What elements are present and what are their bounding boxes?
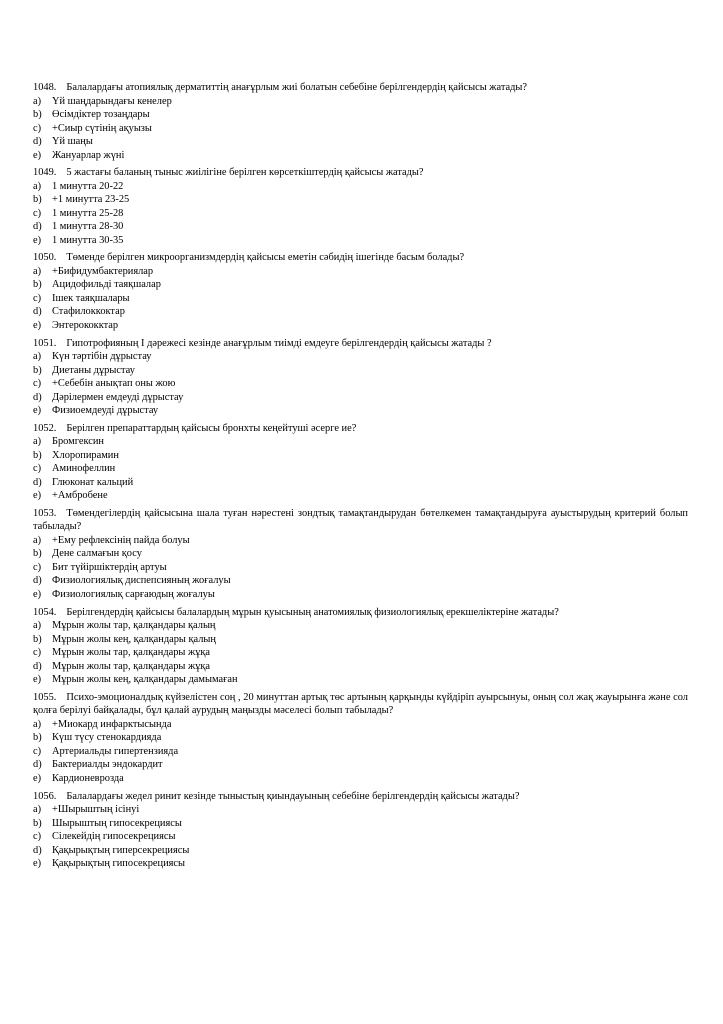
option-letter: c): [33, 207, 42, 219]
question-number: 1055.: [33, 691, 57, 703]
option-letter: c): [33, 292, 42, 304]
answer-option: [33, 305, 688, 319]
question-text: Балалардағы жедел ринит кезінде тыныстың қиындауының себебіне берілгендердің қайсысы жатады?: [66, 790, 520, 802]
answer-option: [33, 489, 688, 503]
option-letter: b): [33, 732, 42, 744]
question-stem: [33, 606, 688, 620]
option-text: Стафилоккоктар: [52, 306, 125, 318]
option-text: Артериальды гипертензияда: [52, 745, 179, 757]
question-stem: [33, 422, 688, 436]
answer-option: [33, 830, 688, 844]
answer-option: [33, 817, 688, 831]
option-text: Шырыштың гипосекрециясы: [52, 817, 182, 829]
option-text: Энтерококктар: [52, 319, 119, 331]
question-number: 1049.: [33, 167, 57, 179]
answer-option: [33, 319, 688, 333]
question-number: 1051.: [33, 337, 57, 349]
question-stem: [33, 166, 688, 180]
question-block: [33, 251, 688, 332]
option-text: +Сиыр сүтінің ақуызы: [52, 122, 152, 134]
option-text: Бактериалды эндокардит: [52, 759, 163, 771]
answer-option: [33, 534, 688, 548]
question-block: [33, 422, 688, 503]
answer-option: [33, 108, 688, 122]
option-text: Физиологиялық диспепсияның жоғалуы: [52, 575, 231, 587]
option-text: Ішек таяқшалары: [52, 292, 130, 304]
option-letter: b): [33, 279, 42, 291]
question-number: 1056.: [33, 790, 57, 802]
answer-option: [33, 803, 688, 817]
answer-option: [33, 588, 688, 602]
option-letter: a): [33, 804, 42, 815]
question-number: 1048.: [33, 82, 57, 93]
answer-option: [33, 476, 688, 490]
option-text: +Амбробене: [52, 490, 108, 502]
option-text: Физиологиялық сарғаюдың жоғалуы: [52, 588, 215, 600]
option-text: Аминофеллин: [52, 463, 116, 475]
question-text: Балалардағы атопиялық дерматиттің анағұрлым жиі болатын себебіне берілгендердің қайсысы жатады?: [66, 82, 527, 93]
option-letter: a): [33, 718, 42, 730]
question-block: [33, 166, 688, 247]
option-letter: c): [33, 378, 42, 390]
answer-option: [33, 377, 688, 391]
option-text: +Бифидумбактериялар: [52, 265, 154, 277]
option-letter: e): [33, 858, 42, 869]
answer-option: [33, 844, 688, 858]
option-text: +Себебін анықтап оны жою: [52, 378, 176, 390]
option-text: 1 минутта 30-35: [52, 234, 124, 246]
option-text: Диетаны дұрыстау: [52, 364, 135, 376]
answer-option: [33, 673, 688, 687]
answer-option: [33, 449, 688, 463]
answer-option: [33, 561, 688, 575]
option-letter: b): [33, 364, 42, 376]
question-number: 1054.: [33, 606, 57, 618]
answer-option: [33, 391, 688, 405]
answer-option: [33, 95, 688, 109]
document-page: [33, 81, 688, 875]
option-text: Мұрын жолы тар, қалқандары жұқа: [52, 660, 211, 672]
option-letter: e): [33, 405, 42, 417]
answer-option: [33, 745, 688, 759]
option-text: Мұрын жолы тар, қалқандары жұқа: [52, 647, 211, 659]
option-text: +Ему рефлексінің пайда болуы: [52, 534, 190, 546]
answer-option: [33, 772, 688, 786]
answer-option: [33, 350, 688, 364]
option-text: +1 минутта 23-25: [52, 194, 130, 206]
answer-option: [33, 660, 688, 674]
option-letter: b): [33, 449, 42, 461]
option-text: Дәрілермен емдеуді дұрыстау: [52, 391, 184, 403]
option-letter: e): [33, 234, 42, 246]
option-letter: d): [33, 391, 42, 403]
option-letter: e): [33, 490, 42, 502]
question-number: 1050.: [33, 252, 57, 264]
answer-option: [33, 758, 688, 772]
option-text: Бромгексин: [52, 436, 104, 448]
option-letter: d): [33, 136, 42, 147]
option-letter: c): [33, 647, 42, 659]
option-text: 1 минутта 28-30: [52, 221, 124, 233]
option-letter: c): [33, 463, 42, 475]
option-text: 1 минутта 25-28: [52, 207, 124, 219]
question-stem: [33, 81, 688, 95]
option-text: Физиоемдеуді дұрыстау: [52, 405, 159, 417]
answer-option: [33, 619, 688, 633]
option-text: Бит түйіршіктердің артуы: [52, 561, 167, 573]
option-letter: b): [33, 109, 42, 120]
option-letter: a): [33, 534, 42, 546]
question-stem: [33, 337, 688, 351]
option-letter: e): [33, 674, 42, 686]
option-letter: b): [33, 194, 42, 206]
option-letter: c): [33, 561, 42, 573]
option-text: Күн тәртібін дұрыстау: [52, 351, 152, 363]
question-stem: [33, 691, 688, 718]
option-text: Мұрын жолы кең, қалқандары дамымаған: [52, 674, 238, 686]
answer-option: [33, 193, 688, 207]
option-letter: a): [33, 351, 42, 363]
question-block: [33, 337, 688, 418]
question-number: 1053.: [33, 507, 57, 519]
option-letter: e): [33, 772, 42, 784]
option-letter: a): [33, 95, 42, 107]
answer-option: [33, 292, 688, 306]
question-number: 1052.: [33, 422, 57, 434]
option-text: Сілекейдің гипосекрециясы: [52, 831, 176, 842]
option-letter: e): [33, 588, 42, 600]
option-letter: c): [33, 831, 42, 842]
answer-option: [33, 547, 688, 561]
option-letter: a): [33, 180, 42, 192]
question-block: [33, 691, 688, 786]
option-text: Үй шаңы: [52, 136, 93, 147]
answer-option: [33, 278, 688, 292]
question-block: [33, 81, 688, 162]
answer-option: [33, 633, 688, 647]
option-text: Глюконат кальций: [52, 476, 134, 488]
option-letter: d): [33, 575, 42, 587]
answer-option: [33, 646, 688, 660]
option-letter: a): [33, 620, 42, 632]
option-letter: e): [33, 149, 42, 161]
option-letter: d): [33, 759, 42, 771]
option-letter: d): [33, 306, 42, 318]
option-text: Өсімдіктер тозаңдары: [52, 109, 150, 120]
option-letter: d): [33, 476, 42, 488]
answer-option: [33, 180, 688, 194]
option-letter: b): [33, 633, 42, 645]
answer-option: [33, 435, 688, 449]
answer-option: [33, 220, 688, 234]
answer-option: [33, 462, 688, 476]
question-text: Төмендегілердің қайсысына шала туған нәрестені зондтық тамақтандырудан бөтелкемен тамақтандыруға ауыстырудың критерий болып табылады?: [33, 507, 688, 533]
question-stem: [33, 790, 688, 804]
question-text: Берілгендердің қайсысы балалардың мұрын қуысының анатомиялық физиологиялық ерекшеліктеріне жатады?: [66, 606, 559, 618]
option-text: Қақырықтың гипосекрециясы: [52, 858, 186, 869]
option-letter: b): [33, 548, 42, 560]
answer-option: [33, 718, 688, 732]
answer-option: [33, 364, 688, 378]
option-text: 1 минутта 20-22: [52, 180, 124, 192]
question-stem: [33, 507, 688, 534]
question-text: Психо-эмоционалдық күйзелістен соң , 20 минуттан артық төс артының қарқынды күйдіріп ауырсынуы, оның сол жақ жауырынға және сол қолға берілуі байқалады, бұл қалай аурудың маңызды мәселесі болып табылады?: [33, 691, 688, 717]
option-text: Ацидофильді таяқшалар: [52, 279, 161, 291]
option-letter: d): [33, 844, 42, 856]
option-letter: e): [33, 319, 42, 331]
question-text: Берілген препараттардың қайсысы бронхты кеңейтуші әсерге ие?: [66, 422, 357, 434]
option-text: +Миокард инфарктысында: [52, 718, 172, 730]
question-text: Гипотрофияның I дәрежесі кезінде анағұрлым тиімді емдеуге берілгендердің қайсысы жатады ?: [66, 337, 492, 349]
answer-option: [33, 857, 688, 871]
question-text: 5 жастағы баланың тыныс жиілігіне берілген көрсеткіштердің қайсысы жатады?: [66, 167, 424, 179]
question-text: Төменде берілген микроорганизмдердің қайсысы еметін сәбидің ішегінде басым болады?: [66, 252, 465, 264]
option-text: Кардионевроздa: [52, 772, 124, 784]
answer-option: [33, 234, 688, 248]
option-text: Жануарлар жүні: [52, 149, 125, 161]
question-block: [33, 790, 688, 871]
answer-option: [33, 149, 688, 163]
question-block: [33, 507, 688, 602]
question-stem: [33, 251, 688, 265]
answer-option: [33, 122, 688, 136]
option-text: Үй шаңдарындағы кенелер: [52, 95, 172, 107]
option-letter: a): [33, 436, 42, 448]
option-text: +Шырыштың ісінуі: [52, 804, 140, 815]
option-letter: c): [33, 122, 42, 134]
option-text: Дене салмағын қосу: [52, 548, 142, 560]
option-letter: d): [33, 221, 42, 233]
option-letter: a): [33, 265, 42, 277]
option-text: Күш түсу стенокардияда: [52, 732, 162, 744]
option-text: Қақырықтың гиперсекрециясы: [52, 844, 190, 856]
question-block: [33, 606, 688, 687]
answer-option: [33, 135, 688, 149]
option-text: Мұрын жолы кең, қалқандары қалың: [52, 633, 216, 645]
option-letter: c): [33, 745, 42, 757]
answer-option: [33, 731, 688, 745]
option-text: Мұрын жолы тар, қалқандары қалың: [52, 620, 216, 632]
answer-option: [33, 574, 688, 588]
answer-option: [33, 265, 688, 279]
option-text: Хлоропирамин: [52, 449, 119, 461]
option-letter: b): [33, 817, 42, 829]
answer-option: [33, 404, 688, 418]
option-letter: d): [33, 660, 42, 672]
answer-option: [33, 207, 688, 221]
